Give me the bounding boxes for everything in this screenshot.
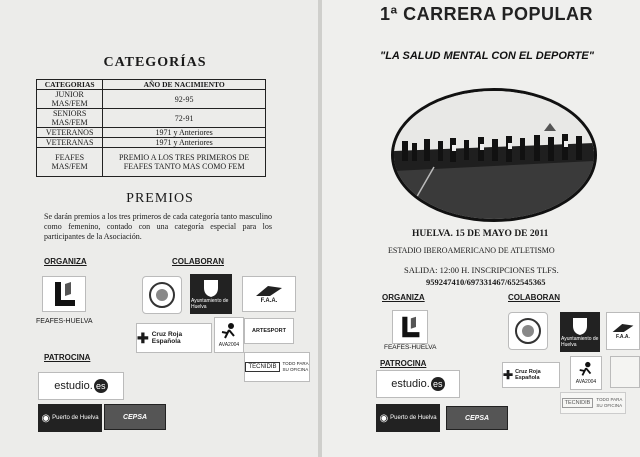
tecnidib-slogan: TODO PARA SU OFICINA	[282, 361, 309, 372]
ayuntamiento-logo-right	[560, 312, 600, 352]
colaboran-label: COLABORAN	[172, 257, 224, 266]
ayuntamiento-label: Ayuntamiento de Huelva	[191, 298, 229, 310]
premios-text: Se darán premios a los tres primeros de cada categoría tanto masculino como femenino, contado con una categoría especial para los participantes de la Asociación.	[44, 212, 272, 241]
faa-logo-right-2	[610, 356, 640, 388]
table-cell: PREMIO A LOS TRES PRIMEROS DE FEAFES TANTO MAS COMO FEM	[103, 148, 266, 177]
race-salida: SALIDA: 12:00 H. INSCRIPCIONES TLFS.	[404, 265, 559, 275]
right-panel	[322, 0, 640, 457]
puerto-label-right: Puerto de Huelva	[390, 415, 437, 421]
ava-logo	[214, 317, 244, 353]
faa-label-right: F.A.A.	[616, 334, 630, 340]
artesport-logo	[244, 318, 294, 344]
seal-icon	[148, 281, 176, 309]
estudio-label: estudio.	[54, 380, 93, 392]
table-row	[37, 90, 266, 109]
ava-logo-right	[570, 356, 602, 390]
runner-icon	[219, 322, 239, 342]
es-badge-right: es	[431, 377, 445, 391]
puerto-icon: ◉	[379, 412, 389, 424]
feafes-label: FEAFES-HUELVA	[36, 318, 93, 325]
race-photo	[391, 88, 597, 222]
table-cell: FEAFES MAS/FEM	[37, 148, 103, 177]
table-cell: 1971 y Anteriores	[103, 138, 266, 148]
table-cell: SENIORS MAS/FEM	[37, 109, 103, 128]
table-cell: JUNIOR MAS/FEM	[37, 90, 103, 109]
categories-title: CATEGORÍAS	[103, 55, 207, 70]
patrocina-label-right: PATROCINA	[380, 359, 427, 368]
table-cell: 92-95	[103, 90, 266, 109]
cepsa-logo	[104, 404, 166, 430]
puerto-huelva-logo-right	[376, 404, 440, 432]
runner-icon	[577, 361, 595, 379]
cross-icon: ✚	[503, 368, 514, 382]
table-row	[37, 138, 266, 148]
estudio-label-right: estudio.	[391, 378, 430, 390]
tecnidib-label: TECNIDIB	[245, 362, 279, 372]
table-header: AÑO DE NACIMIENTO	[103, 80, 266, 90]
faa-logo	[242, 276, 296, 312]
puerto-huelva-logo	[38, 404, 102, 432]
cross-icon: ✚	[137, 329, 149, 346]
tecnidib-logo	[244, 352, 310, 382]
table-row	[37, 128, 266, 138]
diputacion-logo	[142, 276, 182, 314]
tecnidib-label-right: TECNIDIB	[562, 398, 594, 408]
athletics-icon	[254, 284, 284, 298]
estudio-es-logo-right	[376, 370, 460, 398]
cepsa-label: CEPSA	[122, 413, 148, 421]
cruz-roja-logo	[136, 323, 212, 353]
ava-label-right: AVA2004	[575, 379, 597, 385]
table-cell: 1971 y Anteriores	[103, 128, 266, 138]
table-row	[37, 109, 266, 128]
race-phones: 959247410/697331467/652545365	[426, 277, 546, 287]
categories-table	[36, 79, 266, 177]
feafes-logo	[42, 276, 86, 312]
athletics-icon	[611, 322, 635, 334]
diputacion-logo-right	[508, 312, 548, 350]
table-cell: VETERANAS	[37, 138, 103, 148]
table-header-row	[37, 80, 266, 90]
artesport-label: ARTESPORT	[252, 328, 286, 334]
premios-title: PREMIOS	[126, 191, 194, 206]
table-cell: VETERANOS	[37, 128, 103, 138]
faa-label: F.A.A.	[260, 298, 278, 304]
colaboran-label-right: COLABORAN	[508, 293, 560, 302]
race-venue: ESTADIO IBEROAMERICANO DE ATLETISMO	[388, 246, 555, 255]
feafes-logo-right	[392, 310, 428, 344]
shield-icon	[202, 278, 220, 298]
race-title: 1ª CARRERA POPULAR	[380, 4, 594, 24]
organiza-label-right: ORGANIZA	[382, 293, 425, 302]
feafes-label-right: FEAFES-HUELVA	[384, 344, 437, 351]
patrocina-label: PATROCINA	[44, 353, 91, 362]
feafes-icon	[397, 315, 423, 339]
puerto-icon: ◉	[41, 412, 51, 424]
feafes-icon	[49, 280, 79, 308]
puerto-label: Puerto de Huelva	[52, 415, 99, 421]
tecnidib-logo-right	[560, 392, 626, 414]
cepsa-logo-right	[446, 406, 508, 430]
table-cell: 72-91	[103, 109, 266, 128]
cruz-roja-logo-right	[502, 362, 560, 388]
race-subtitle: "LA SALUD MENTAL CON EL DEPORTE"	[380, 50, 594, 62]
runners-photo-icon	[394, 91, 594, 219]
table-header: CATEGORIAS	[37, 80, 103, 90]
organiza-label: ORGANIZA	[44, 257, 87, 266]
ayuntamiento-label-right: Ayuntamiento de Huelva	[561, 336, 599, 348]
es-badge: es	[94, 379, 108, 393]
cruz-roja-label: Cruz Roja Española	[151, 331, 183, 345]
estudio-es-logo	[38, 372, 124, 400]
cruz-roja-label-right: Cruz Roja Española	[515, 369, 541, 381]
ayuntamiento-logo	[190, 274, 232, 314]
seal-icon	[514, 317, 542, 345]
tecnidib-slogan-right: TODO PARA SU OFICINA	[596, 397, 623, 408]
shield-icon	[571, 316, 589, 336]
faa-logo-right	[606, 312, 640, 350]
ava-label: AVA2004	[218, 342, 240, 348]
left-panel	[0, 0, 318, 457]
race-date: HUELVA. 15 DE MAYO DE 2011	[412, 229, 549, 239]
table-row	[37, 148, 266, 177]
cepsa-label-right: CEPSA	[464, 414, 490, 422]
